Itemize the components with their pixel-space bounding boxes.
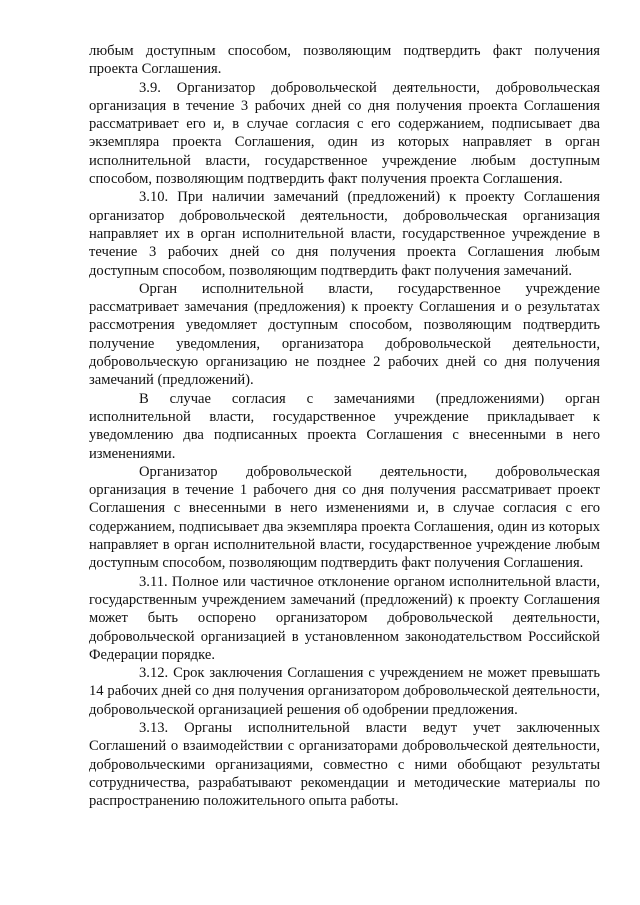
- paragraph-3-10: 3.10. При наличии замечаний (предложений) к проекту Соглашения организатор добровольческой деятельности, добровольческая организация направляет их в орган исполнительной власти, государственное учреждение в течение 3 рабочих дней со дня получения проекта Соглашения любым доступным способом, позволяющим подтвердить факт получения замечаний.: [89, 189, 600, 279]
- paragraph-organizer-review: Организатор добровольческой деятельности, добровольческая организация в течение 1 рабочего дня со дня получения рассматривает проект Соглашения с внесенными в него изменениями и, в случае согласия с его содержанием, подписывает два экземпляра проекта Соглашения, один из которых направляет в орган исполнительной власти, государственное учреждение любым доступным способом, позволяющим подтвердить факт получения Соглашения.: [89, 463, 600, 572]
- paragraph-agreement-changes: В случае согласия с замечаниями (предложениями) орган исполнительной власти, государственное учреждение прикладывает к уведомлению два подписанных проекта Соглашения с внесенными в него изменениями.: [89, 390, 600, 462]
- paragraph-3-9: 3.9. Организатор добровольческой деятельности, добровольческая организация в течение 3 рабочих дней со дня получения проекта Соглашения рассматривает его и, в случае согласия с его содержанием, подписывает два экземпляра проекта Соглашения, один из которых направляет в орган исполнительной власти, государственное учреждение любым доступным способом, позволяющим подтвердить факт получения проекта Соглашения.: [89, 79, 600, 188]
- paragraph-3-13: 3.13. Органы исполнительной власти ведут учет заключенных Соглашений о взаимодействии с организаторами добровольческой деятельности, добровольческими организациями, совместно с ними обобщают результаты сотрудничества, разрабатывают рекомендации и методические материалы по распространению положительного опыта работы.: [89, 719, 600, 810]
- paragraph-continuation: любым доступным способом, позволяющим подтвердить факт получения проекта Соглашения.: [89, 43, 600, 78]
- paragraph-3-12: 3.12. Срок заключения Соглашения с учреждением не может превышать 14 рабочих дней со дня получения организатором добровольческой деятельности, добровольческой организацией решения об одобрении предложения.: [89, 665, 600, 718]
- paragraph-review-remarks: Орган исполнительной власти, государственное учреждение рассматривает замечания (предложения) к проекту Соглашения и о результатах рассмотрения уведомляет доступным способом, позволяющим подтвердить получение уведомления, организатора добровольческой деятельности, добровольческую организацию не позднее 2 рабочих дней со дня получения замечаний (предложений).: [89, 280, 600, 389]
- document-page: [89, 42, 600, 810]
- paragraph-3-11: 3.11. Полное или частичное отклонение органом исполнительной власти, государственным учреждением замечаний (предложений) к проекту Соглашения может быть оспорено организатором добровольческой деятельности, добровольческой организацией в установленном законодательством Российской Федерации порядке.: [89, 573, 600, 663]
